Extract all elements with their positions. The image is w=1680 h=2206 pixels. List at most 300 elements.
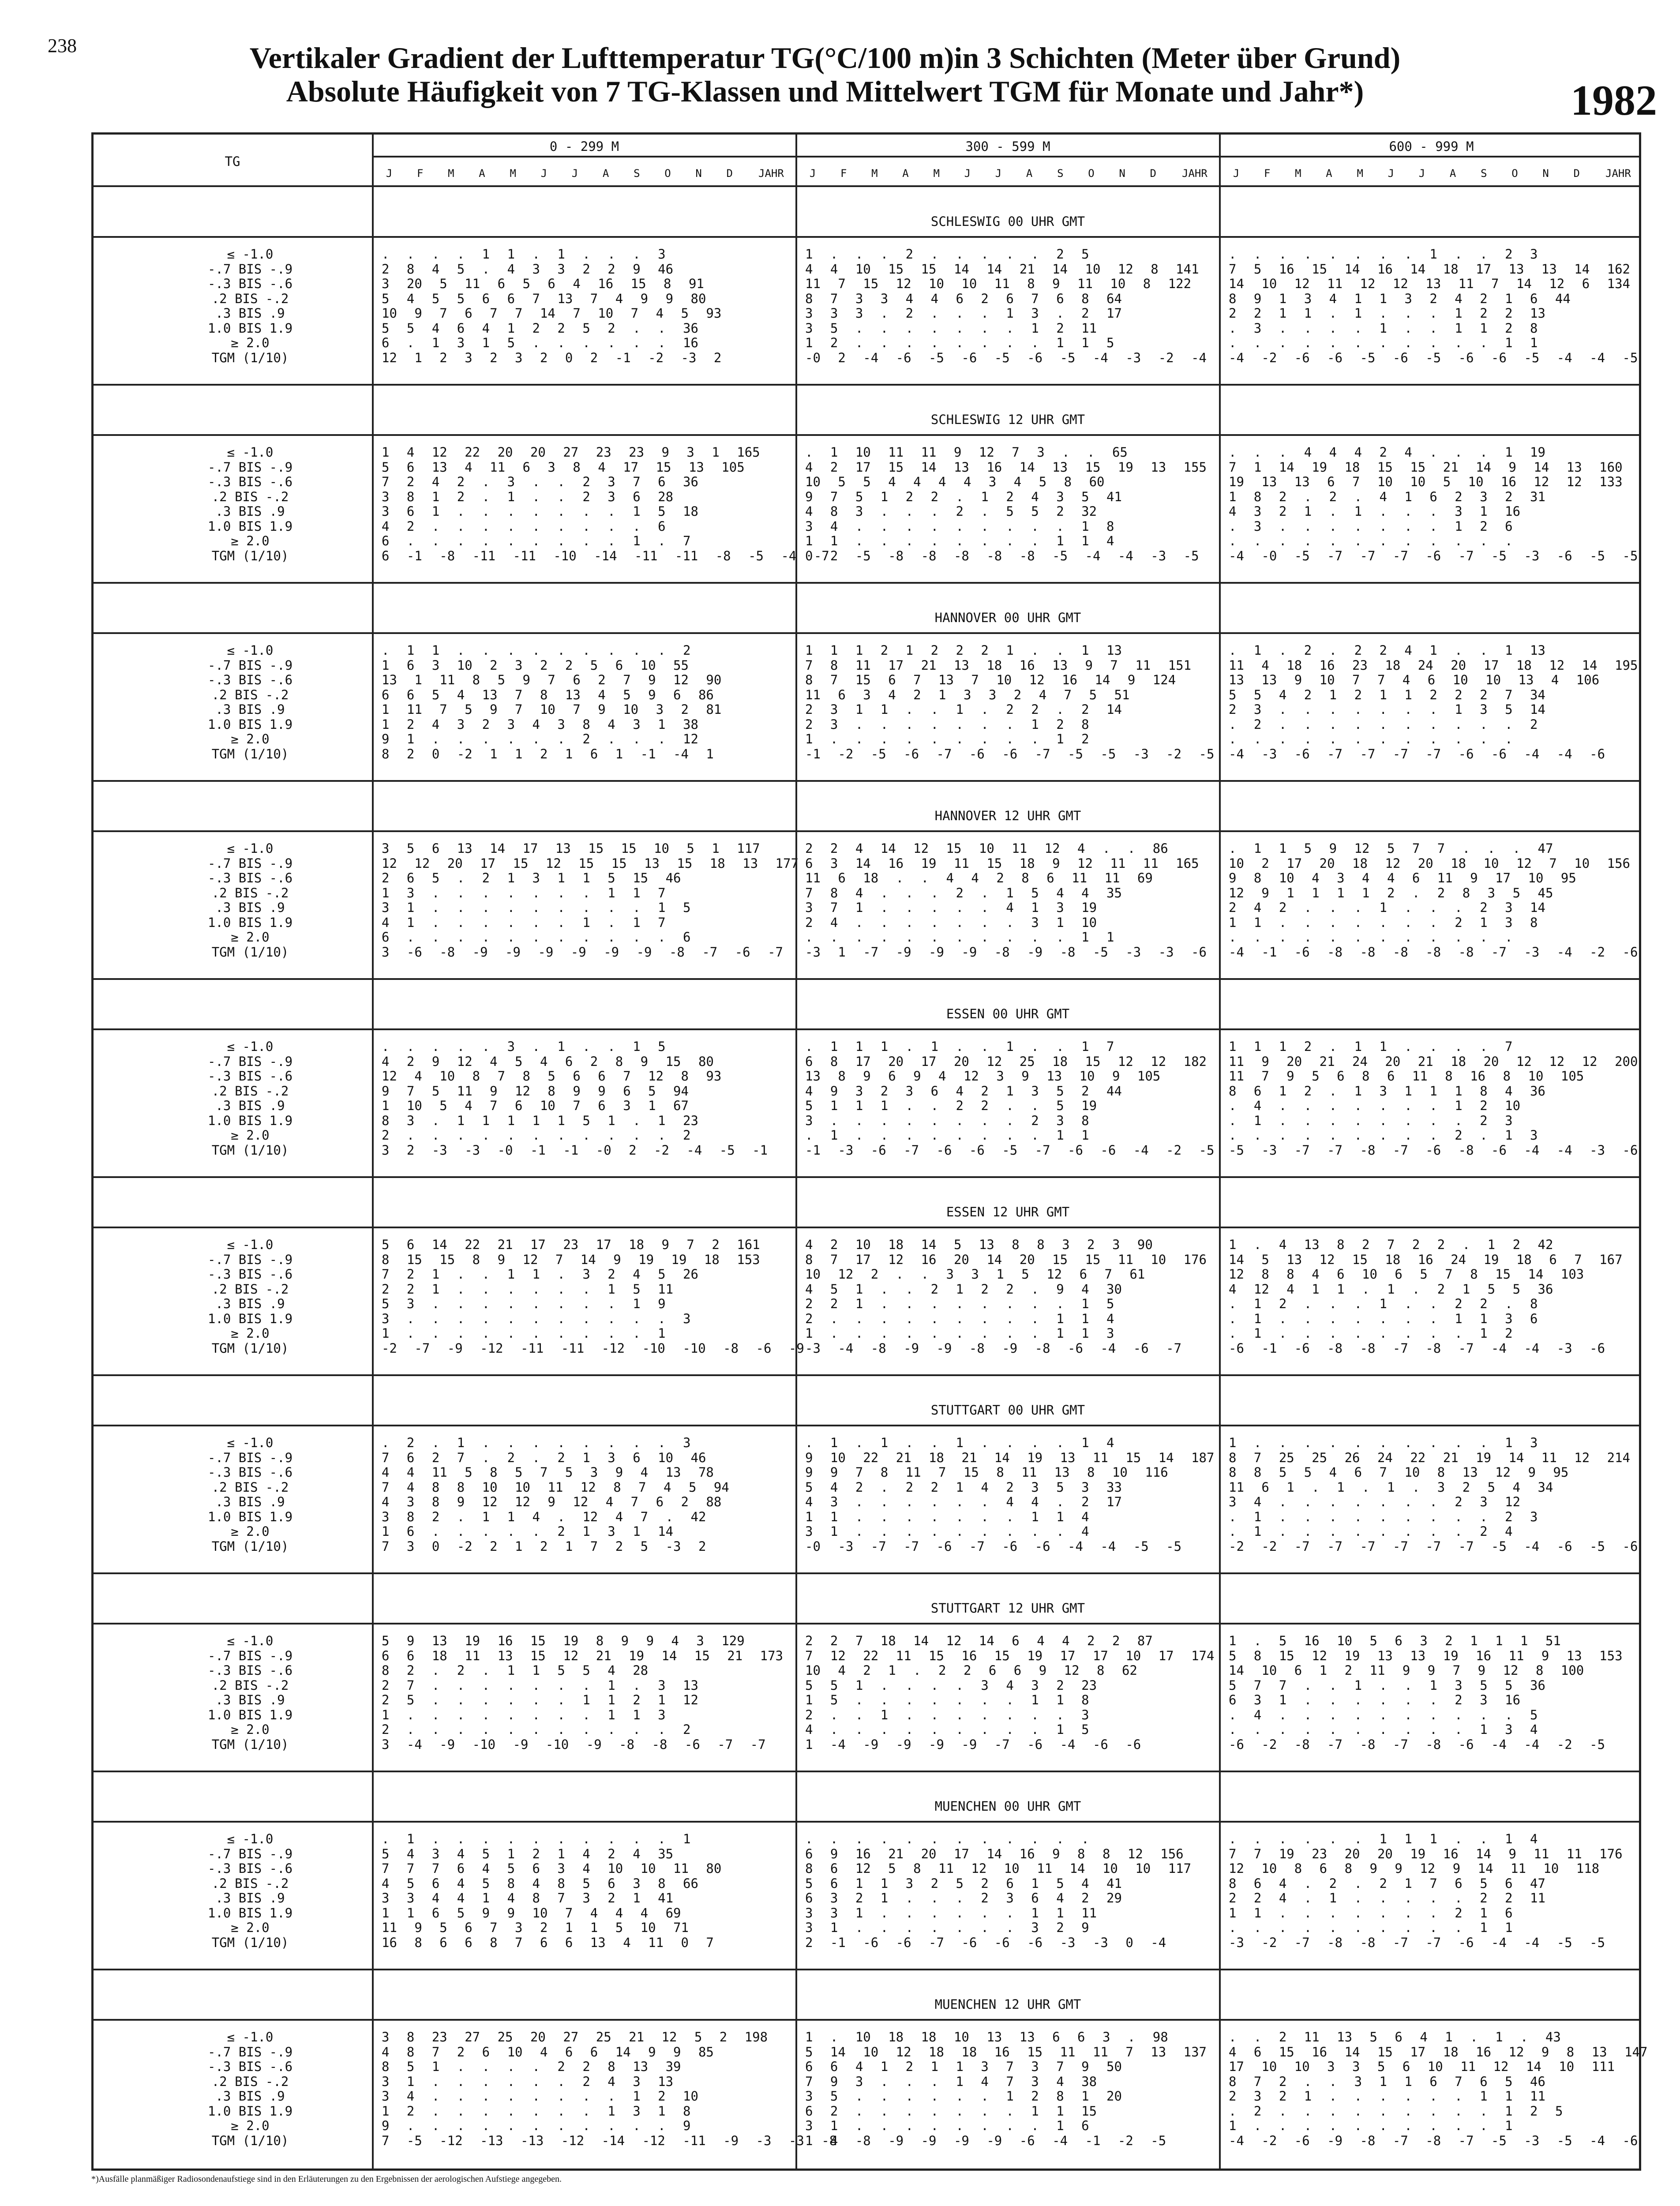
row-label: ≥ 2.0 bbox=[231, 732, 270, 747]
month-header: S bbox=[634, 167, 640, 180]
data-cells: 3 4 . . . . . . . . 1 2 10 bbox=[382, 2089, 698, 2104]
data-cells: 12 4 10 8 7 8 5 6 6 7 12 8 93 bbox=[382, 1069, 722, 1084]
station-title: SCHLESWIG 12 UHR GMT bbox=[930, 412, 1085, 427]
row-label: -.3 BIS -.6 bbox=[207, 276, 293, 291]
data-cells: 6 8 17 20 17 20 12 25 18 15 12 12 182 bbox=[805, 1054, 1207, 1069]
row-label: ≥ 2.0 bbox=[231, 1128, 270, 1143]
data-cells: 7 2 4 2 . 3 . . 2 3 7 6 36 bbox=[382, 474, 698, 489]
row-label: -.3 BIS -.6 bbox=[207, 1069, 293, 1084]
data-cells: 8 15 15 8 9 12 7 14 9 19 19 18 153 bbox=[382, 1252, 760, 1267]
data-cells: 4 5 6 4 5 8 4 8 5 6 3 8 66 bbox=[382, 1876, 698, 1891]
data-cells: . . . . . . 1 1 1 . . 1 4 bbox=[1229, 1831, 1538, 1846]
section-title-divider bbox=[94, 830, 1639, 832]
month-header: A bbox=[1449, 167, 1456, 180]
data-cells: 6 3 1 . . . . . . 2 3 16 bbox=[1229, 1692, 1521, 1707]
data-cells: 8 8 5 5 4 6 7 10 8 13 12 9 95 bbox=[1229, 1465, 1569, 1480]
data-cells: 5 4 3 4 5 1 2 1 4 2 4 35 bbox=[382, 1846, 674, 1861]
row-label: TGM (1/10) bbox=[211, 1737, 289, 1752]
row-label: -.7 BIS -.9 bbox=[207, 657, 293, 673]
data-cells: 2 7 . . . . . . . 1 . 3 13 bbox=[382, 1677, 698, 1693]
data-cells: . . . . . . . . . . . . bbox=[805, 1831, 1089, 1846]
row-label: 1.0 BIS 1.9 bbox=[207, 1509, 293, 1524]
row-label: ≥ 2.0 bbox=[231, 1326, 270, 1341]
data-cells: 3 8 2 . 1 1 4 . 12 4 7 . 42 bbox=[382, 1509, 706, 1524]
row-label: .2 BIS -.2 bbox=[211, 687, 289, 702]
data-cells: 7 7 7 6 4 5 6 3 4 10 10 11 80 bbox=[382, 1861, 722, 1876]
data-cells: 2 3 1 1 . . 1 . 2 2 . 2 14 bbox=[805, 702, 1122, 717]
month-header: JAHR bbox=[758, 167, 784, 180]
data-cells: . 2 . . . . . . . . . 1 2 5 bbox=[1229, 2103, 1563, 2119]
data-cells: 3 1 . . . . . . . 3 2 9 bbox=[805, 1920, 1089, 1935]
data-cells: . 1 2 . . . 1 . . 2 2 . 8 bbox=[1229, 1296, 1538, 1311]
row-label: ≤ -1.0 bbox=[227, 2030, 274, 2045]
station-title: HANNOVER 00 UHR GMT bbox=[934, 610, 1081, 625]
data-cells: . 2 . 1 . . . . . . . . 3 bbox=[382, 1435, 691, 1450]
data-cells: 6 3 2 1 . . . 2 3 6 4 2 29 bbox=[805, 1891, 1122, 1906]
data-cells: 12 12 20 17 15 12 15 15 13 15 18 13 177 bbox=[382, 855, 799, 871]
row-label: TGM (1/10) bbox=[211, 1142, 289, 1158]
data-cells: 1 1 . . . . . . . 2 1 3 8 bbox=[1229, 915, 1538, 930]
data-cells: 4 1 . . . . . . 1 . 1 7 bbox=[382, 915, 666, 930]
data-cells: 3 20 5 11 6 5 6 4 16 15 8 91 bbox=[382, 276, 704, 291]
row-label: 1.0 BIS 1.9 bbox=[207, 1311, 293, 1326]
data-cells: . 1 1 5 9 12 5 7 7 . . . 47 bbox=[1229, 841, 1553, 856]
section-title-divider bbox=[94, 1821, 1639, 1823]
data-cells: . . . . . . . . . . . . bbox=[1229, 732, 1513, 747]
data-cells: . 1 . . . . . . . 1 1 3 6 bbox=[1229, 1311, 1538, 1326]
data-cells: 4 8 7 2 6 10 4 6 6 14 9 9 85 bbox=[382, 2044, 714, 2060]
section-divider bbox=[94, 780, 1639, 782]
data-cells: 6 9 16 21 20 17 14 16 9 8 8 12 156 bbox=[805, 1846, 1184, 1861]
title-line-2: Absolute Häufigkeit von 7 TG-Klassen und Mittelwert TGM für Monate und Jahr*) bbox=[286, 75, 1364, 108]
row-label: -.7 BIS -.9 bbox=[207, 1054, 293, 1069]
data-cells: 3 -4 -9 -10 -9 -10 -9 -8 -8 -6 -7 -7 bbox=[382, 1737, 766, 1752]
data-cells: 4 2 . . . . . . . . . 6 bbox=[382, 518, 666, 534]
month-header: J bbox=[964, 167, 971, 180]
data-cells: 4 2 10 18 14 5 13 8 8 3 2 3 90 bbox=[805, 1237, 1153, 1252]
month-header: F bbox=[1264, 167, 1271, 180]
section-title-divider bbox=[94, 236, 1639, 238]
data-cells: -0 2 -4 -6 -5 -6 -5 -6 -5 -4 -3 -2 -4 bbox=[805, 350, 1207, 365]
row-label: TGM (1/10) bbox=[211, 944, 289, 960]
month-header: O bbox=[1511, 167, 1518, 180]
data-cells: 11 9 20 21 24 20 21 18 20 12 12 12 200 bbox=[1229, 1054, 1638, 1069]
data-cells: 11 6 18 . . 4 4 2 8 6 11 11 69 bbox=[805, 870, 1153, 885]
column-divider bbox=[795, 135, 797, 2168]
data-cells: 3 5 6 13 14 17 13 15 15 10 5 1 117 bbox=[382, 841, 760, 856]
month-header: M bbox=[1295, 167, 1301, 180]
data-cells: 9 7 5 11 9 12 8 9 9 6 5 94 bbox=[382, 1083, 689, 1099]
data-cells: 1 6 . . . . . 2 1 3 1 14 bbox=[382, 1524, 674, 1539]
data-cells: 4 3 . . . . . . 4 4 . 2 17 bbox=[805, 1494, 1122, 1509]
data-cells: 12 1 2 3 2 3 2 0 2 -1 -2 -3 2 bbox=[382, 350, 722, 365]
data-cells: -4 -1 -6 -8 -8 -8 -8 -8 -7 -3 -4 -2 -6 bbox=[1229, 944, 1638, 960]
month-header: J bbox=[1233, 167, 1240, 180]
section-title-divider bbox=[94, 2019, 1639, 2021]
row-label: -.7 BIS -.9 bbox=[207, 1450, 293, 1465]
data-cells: 7 1 14 19 18 15 15 21 14 9 14 13 160 bbox=[1229, 459, 1623, 475]
row-label: -.3 BIS -.6 bbox=[207, 1663, 293, 1678]
row-label: ≤ -1.0 bbox=[227, 1831, 274, 1846]
data-cells: 8 7 3 3 4 4 6 2 6 7 6 8 64 bbox=[805, 291, 1122, 306]
data-cells: . 1 . 2 . 2 2 4 1 . . 1 13 bbox=[1229, 643, 1545, 658]
data-cells: 1 1 6 5 9 9 10 7 4 4 4 69 bbox=[382, 1905, 681, 1921]
data-cells: -4 -2 -6 -9 -8 -7 -8 -7 -5 -3 -5 -4 -6 bbox=[1229, 2133, 1638, 2148]
data-cells: 4 9 3 2 3 6 4 2 1 3 5 2 44 bbox=[805, 1083, 1122, 1099]
data-cells: 7 5 16 15 14 16 14 18 17 13 13 14 162 bbox=[1229, 261, 1631, 277]
data-cells: 3 1 . . . . . . 2 4 3 13 bbox=[382, 2074, 674, 2089]
data-cells: 1 8 2 . 2 . 4 1 6 2 3 2 31 bbox=[1229, 489, 1545, 504]
row-label: -.3 BIS -.6 bbox=[207, 672, 293, 687]
data-cells: 1 . 5 16 10 5 6 3 2 1 1 1 51 bbox=[1229, 1633, 1561, 1648]
data-cells: . . 2 11 13 5 6 4 1 . 1 . 43 bbox=[1229, 2030, 1561, 2045]
row-label: -.7 BIS -.9 bbox=[207, 1846, 293, 1861]
data-cells: -6 -2 -8 -7 -8 -7 -8 -6 -4 -4 -2 -5 bbox=[1229, 1737, 1605, 1752]
month-header: D bbox=[726, 167, 733, 180]
data-cells: 2 -1 -6 -6 -7 -6 -6 -6 -3 -3 0 -4 bbox=[805, 1935, 1166, 1950]
month-header: F bbox=[416, 167, 424, 180]
data-cells: 3 5 . . . . . . 1 2 8 1 20 bbox=[805, 2089, 1122, 2104]
data-cells: 10 9 7 6 7 7 14 7 10 7 4 5 93 bbox=[382, 306, 722, 321]
data-cells: 8 7 25 25 26 24 22 21 19 14 11 12 214 bbox=[1229, 1450, 1631, 1465]
section-divider bbox=[94, 978, 1639, 980]
data-cells: 12 8 8 4 6 10 6 5 7 8 15 14 103 bbox=[1229, 1267, 1584, 1282]
data-cells: 16 8 6 6 8 7 6 6 13 4 11 0 7 bbox=[382, 1935, 714, 1950]
data-cells: 6 . . . . . . . . . . . 6 bbox=[382, 930, 691, 945]
data-cells: 2 . . 1 . . . . . . . 3 bbox=[805, 1707, 1089, 1722]
data-cells: 7 7 19 23 20 20 19 16 14 9 11 11 176 bbox=[1229, 1846, 1623, 1861]
data-cells: 2 4 . . . . . . . 3 1 10 bbox=[805, 915, 1097, 930]
data-cells: 8 3 . 1 1 1 1 1 5 1 . 1 23 bbox=[382, 1113, 698, 1128]
data-cells: 1 . . . . . . . . . . 1 bbox=[1229, 2118, 1513, 2133]
data-cells: 13 13 9 10 7 7 4 6 10 10 13 4 106 bbox=[1229, 672, 1600, 687]
data-cells: 9 8 10 4 3 4 4 6 11 9 17 10 95 bbox=[1229, 870, 1576, 885]
data-cells: 10 2 17 20 18 12 20 18 10 12 7 10 156 bbox=[1229, 855, 1631, 871]
row-label: ≥ 2.0 bbox=[231, 1722, 270, 1737]
row-label: .2 BIS -.2 bbox=[211, 1281, 289, 1297]
data-cells: 5 4 2 . 2 2 1 4 2 3 5 3 33 bbox=[805, 1479, 1122, 1495]
year-label: 1982 bbox=[1571, 77, 1657, 124]
data-cells: 7 12 22 11 15 16 15 19 17 17 10 17 174 bbox=[805, 1648, 1215, 1663]
data-cells: 2 2 1 . . . . . . 1 5 11 bbox=[382, 1281, 674, 1297]
row-label: TGM (1/10) bbox=[211, 548, 289, 563]
page-number: 238 bbox=[48, 35, 77, 56]
data-cells: -4 -2 -6 -6 -5 -6 -5 -6 -6 -5 -4 -4 -5 bbox=[1229, 350, 1638, 365]
data-cells: 1 . . . . . . . . . 1 1 3 bbox=[805, 1326, 1114, 1341]
station-title: STUTTGART 12 UHR GMT bbox=[930, 1601, 1085, 1616]
data-cells: 1 11 7 5 9 7 10 7 9 10 3 2 81 bbox=[382, 702, 722, 717]
data-cells: 8 6 1 2 . 1 3 1 1 1 8 4 36 bbox=[1229, 1083, 1545, 1099]
data-cells: 1 . 4 13 8 2 7 2 2 . 1 2 42 bbox=[1229, 1237, 1553, 1252]
data-cells: 4 8 3 . . . 2 . 5 5 2 32 bbox=[805, 504, 1097, 519]
month-header: A bbox=[1026, 167, 1033, 180]
row-label: ≤ -1.0 bbox=[227, 1039, 274, 1054]
row-label: TGM (1/10) bbox=[211, 2133, 289, 2148]
data-cells: . 1 . . . . . . . . . . 1 bbox=[382, 1831, 691, 1846]
data-cells: . . . . . . . . . 2 . 1 3 bbox=[1229, 1128, 1538, 1143]
month-header: J bbox=[540, 167, 548, 180]
section-divider bbox=[94, 1176, 1639, 1178]
data-cells: 1 2 4 3 2 3 4 3 8 4 3 1 38 bbox=[382, 717, 698, 732]
row-label: -.7 BIS -.9 bbox=[207, 1648, 293, 1663]
data-cells: . 1 10 11 11 9 12 7 3 . . 65 bbox=[805, 445, 1128, 460]
data-cells: 4 4 11 5 8 5 7 5 3 9 4 13 78 bbox=[382, 1465, 714, 1480]
data-cells: 19 13 13 6 7 10 10 5 10 16 12 12 133 bbox=[1229, 474, 1623, 489]
data-cells: 4 2 9 12 4 5 4 6 2 8 9 15 80 bbox=[382, 1054, 714, 1069]
data-cells: 2 2 1 . . . . . . . . 1 5 bbox=[805, 1296, 1114, 1311]
data-cells: . 1 1 . . . . . . . . . 2 bbox=[382, 643, 691, 658]
column-divider bbox=[1219, 135, 1221, 2168]
month-header: M bbox=[871, 167, 878, 180]
data-cells: -2 -2 -7 -7 -7 -7 -7 -7 -5 -4 -6 -5 -6 bbox=[1229, 1538, 1638, 1554]
row-label: .2 BIS -.2 bbox=[211, 1083, 289, 1099]
gradient-table bbox=[91, 132, 1648, 2171]
row-label: ≤ -1.0 bbox=[227, 643, 274, 658]
row-label: -.7 BIS -.9 bbox=[207, 261, 293, 277]
row-label: 1.0 BIS 1.9 bbox=[207, 2103, 293, 2119]
data-cells: 5 5 4 2 1 2 1 1 2 2 2 7 34 bbox=[1229, 687, 1545, 702]
data-cells: 5 8 15 12 19 13 13 19 16 11 9 13 153 bbox=[1229, 1648, 1623, 1663]
data-cells: 7 2 1 . . 1 1 . 3 2 4 5 26 bbox=[382, 1267, 698, 1282]
data-cells: 5 5 4 6 4 1 2 2 5 2 . . 36 bbox=[382, 320, 698, 336]
section-divider bbox=[94, 582, 1639, 584]
data-cells: 7 8 11 17 21 13 18 16 13 9 7 11 151 bbox=[805, 657, 1192, 673]
month-header: J bbox=[571, 167, 578, 180]
station-title: MUENCHEN 12 UHR GMT bbox=[934, 1997, 1081, 2012]
data-cells: 4 4 10 15 15 14 14 21 14 10 12 8 141 bbox=[805, 261, 1199, 277]
row-label: 1.0 BIS 1.9 bbox=[207, 717, 293, 732]
data-cells: 8 7 2 . . 3 1 1 6 7 6 5 46 bbox=[1229, 2074, 1545, 2089]
layer-header-3: 600 - 999 M bbox=[1389, 139, 1474, 154]
data-cells: 1 1 . . . . . . . 2 1 6 bbox=[1229, 1905, 1513, 1921]
row-label: ≥ 2.0 bbox=[231, 533, 270, 548]
data-cells: 1 6 3 10 2 3 2 2 5 6 10 55 bbox=[382, 657, 689, 673]
data-cells: 10 4 2 1 . 2 2 6 6 9 12 8 62 bbox=[805, 1663, 1137, 1678]
section-title-divider bbox=[94, 434, 1639, 436]
data-cells: 6 . . . . . . . . . 1 . 7 bbox=[382, 533, 691, 548]
data-cells: 2 . . . . . . . . . . . 2 bbox=[382, 1722, 691, 1737]
data-cells: -4 -0 -5 -7 -7 -7 -6 -7 -5 -3 -6 -5 -5 bbox=[1229, 548, 1638, 563]
data-cells: 9 . . . . . . . . . . . 9 bbox=[382, 2118, 691, 2133]
data-cells: 6 -1 -8 -11 -11 -10 -14 -11 -11 -8 -5 -4 -7 bbox=[382, 548, 829, 563]
data-cells: 3 4 . . . . . . . . . 1 8 bbox=[805, 518, 1114, 534]
row-label: TGM (1/10) bbox=[211, 746, 289, 762]
row-label: TGM (1/10) bbox=[211, 1538, 289, 1554]
station-title: SCHLESWIG 00 UHR GMT bbox=[930, 214, 1085, 229]
data-cells: 5 6 1 1 3 2 5 2 6 1 5 4 41 bbox=[805, 1876, 1122, 1891]
row-label: 1.0 BIS 1.9 bbox=[207, 518, 293, 534]
data-cells: 3 -6 -8 -9 -9 -9 -9 -9 -9 -8 -7 -6 -7 bbox=[382, 944, 784, 960]
data-cells: 6 6 18 11 13 15 12 21 19 14 15 21 173 bbox=[382, 1648, 784, 1663]
data-cells: 14 5 13 12 15 18 16 24 19 18 6 7 167 bbox=[1229, 1252, 1623, 1267]
row-label: ≤ -1.0 bbox=[227, 445, 274, 460]
data-cells: 5 9 13 19 16 15 19 8 9 9 4 3 129 bbox=[382, 1633, 745, 1648]
data-cells: 8 9 1 3 4 1 1 3 2 4 2 1 6 44 bbox=[1229, 291, 1571, 306]
data-cells: 5 6 13 4 11 6 3 8 4 17 15 13 105 bbox=[382, 459, 745, 475]
data-cells: 8 7 15 6 7 13 7 10 12 16 14 9 124 bbox=[805, 672, 1176, 687]
month-header: J bbox=[1418, 167, 1425, 180]
data-cells: 11 4 18 16 23 18 24 20 17 18 12 14 195 bbox=[1229, 657, 1638, 673]
row-label: .3 BIS .9 bbox=[215, 504, 285, 519]
data-cells: 13 1 11 8 5 9 7 6 2 7 9 12 90 bbox=[382, 672, 722, 687]
data-cells: 11 6 3 4 2 1 3 3 2 4 7 5 51 bbox=[805, 687, 1130, 702]
data-cells: 4 2 17 15 14 13 16 14 13 15 19 13 155 bbox=[805, 459, 1207, 475]
data-cells: 3 . . . . . . . . . . . 3 bbox=[382, 1311, 691, 1326]
row-label: 1.0 BIS 1.9 bbox=[207, 320, 293, 336]
row-label: .2 BIS -.2 bbox=[211, 1876, 289, 1891]
data-cells: 11 9 5 6 7 3 2 1 1 5 10 71 bbox=[382, 1920, 689, 1935]
row-label: .2 BIS -.2 bbox=[211, 1677, 289, 1693]
month-header: J bbox=[1388, 167, 1395, 180]
month-header: A bbox=[602, 167, 609, 180]
data-cells: 5 14 10 12 18 18 16 15 11 11 7 13 137 bbox=[805, 2044, 1207, 2060]
data-cells: 7 8 4 . . . 2 . 1 5 4 4 35 bbox=[805, 885, 1122, 900]
month-header: M bbox=[933, 167, 940, 180]
month-header: S bbox=[1057, 167, 1064, 180]
data-cells: . 1 . . . . . . . . 1 2 bbox=[1229, 1326, 1513, 1341]
data-cells: 11 7 15 12 10 10 11 8 9 11 10 8 122 bbox=[805, 276, 1192, 291]
data-cells: 7 9 3 . . . 1 4 7 3 4 38 bbox=[805, 2074, 1097, 2089]
data-cells: . 4 . . . . . . . . . . 5 bbox=[1229, 1707, 1538, 1722]
data-cells: -1 -3 -6 -7 -6 -6 -5 -7 -6 -6 -4 -2 -5 bbox=[805, 1142, 1215, 1158]
data-cells: 1 2 . . . . . . . 1 3 1 8 bbox=[382, 2103, 691, 2119]
data-cells: 8 2 . 2 . 1 1 5 5 4 28 bbox=[382, 1663, 649, 1678]
data-cells: 3 8 1 2 . 1 . . 2 3 6 28 bbox=[382, 489, 674, 504]
data-cells: 5 7 7 . . 1 . . 1 3 5 5 36 bbox=[1229, 1677, 1545, 1693]
row-label: TGM (1/10) bbox=[211, 350, 289, 365]
month-header: O bbox=[664, 167, 671, 180]
row-label: -.3 BIS -.6 bbox=[207, 2059, 293, 2074]
row-label: -.3 BIS -.6 bbox=[207, 474, 293, 489]
data-cells: 7 6 2 7 . 2 . 2 1 3 6 10 46 bbox=[382, 1450, 706, 1465]
row-label: -.7 BIS -.9 bbox=[207, 1252, 293, 1267]
row-label: -.3 BIS -.6 bbox=[207, 1465, 293, 1480]
data-cells: 2 2 4 . 1 . . . . . 2 2 11 bbox=[1229, 1891, 1545, 1906]
data-cells: 2 3 . . . . . . . 1 2 8 bbox=[805, 717, 1089, 732]
row-label: -.7 BIS -.9 bbox=[207, 459, 293, 475]
data-cells: 8 5 1 . . . . 2 2 8 13 39 bbox=[382, 2059, 681, 2074]
data-cells: 5 4 5 5 6 6 7 13 7 4 9 9 80 bbox=[382, 291, 706, 306]
month-header: N bbox=[695, 167, 702, 180]
section-divider bbox=[94, 1771, 1639, 1772]
data-cells: 2 3 2 1 . . . . . . 1 1 11 bbox=[1229, 2089, 1545, 2104]
data-cells: . . . . . . . . . . . 1 1 bbox=[1229, 335, 1538, 350]
row-label: ≤ -1.0 bbox=[227, 841, 274, 856]
data-cells: -0 -3 -7 -7 -6 -7 -6 -6 -4 -4 -5 -5 bbox=[805, 1538, 1182, 1554]
data-cells: 4 5 1 . . 2 1 2 2 . 9 4 30 bbox=[805, 1281, 1122, 1297]
data-cells: 3 1 . . . . . . . . . 1 5 bbox=[382, 900, 691, 915]
data-cells: . . . . . . . . . . . . bbox=[1229, 930, 1513, 945]
row-label: 1.0 BIS 1.9 bbox=[207, 1113, 293, 1128]
data-cells: 7 -5 -12 -13 -13 -12 -14 -12 -11 -9 -3 -3 -8 bbox=[382, 2133, 837, 2148]
data-cells: 8 6 12 5 8 11 12 10 11 14 10 10 117 bbox=[805, 1861, 1192, 1876]
data-cells: 13 8 9 6 9 4 12 3 9 13 10 9 105 bbox=[805, 1069, 1161, 1084]
data-cells: 1 1 1 2 1 2 2 2 1 . . 1 13 bbox=[805, 643, 1122, 658]
station-title: ESSEN 12 UHR GMT bbox=[946, 1204, 1070, 1219]
section-divider bbox=[94, 384, 1639, 386]
row-label: -.7 BIS -.9 bbox=[207, 2044, 293, 2060]
row-label: .3 BIS .9 bbox=[215, 1098, 285, 1113]
row-label: .2 BIS -.2 bbox=[211, 885, 289, 900]
data-cells: . 1 . 1 . . 1 . . . . 1 4 bbox=[805, 1435, 1114, 1450]
data-cells: 4 12 4 1 1 . 1 . 2 1 5 5 36 bbox=[1229, 1281, 1553, 1297]
month-header: M bbox=[448, 167, 454, 180]
row-label: ≥ 2.0 bbox=[231, 930, 270, 945]
data-cells: 2 3 . . . . . . . 1 3 5 14 bbox=[1229, 702, 1545, 717]
data-cells: 17 10 10 3 3 5 6 10 11 12 14 10 111 bbox=[1229, 2059, 1615, 2074]
data-cells: 3 4 . . . . . . . 2 3 12 bbox=[1229, 1494, 1521, 1509]
data-cells: 11 6 1 . 1 . 1 . 3 2 5 4 34 bbox=[1229, 1479, 1553, 1495]
month-header: A bbox=[479, 167, 485, 180]
data-cells: 0 2 -5 -8 -8 -8 -8 -8 -5 -4 -4 -3 -5 bbox=[805, 548, 1199, 563]
data-cells: 1 . . . . . . . . . 1 2 bbox=[805, 732, 1089, 747]
row-label: 1.0 BIS 1.9 bbox=[207, 1905, 293, 1921]
data-cells: 1 2 . . . . . . . . 1 1 5 bbox=[805, 335, 1114, 350]
layer-divider bbox=[374, 156, 1639, 158]
month-header: S bbox=[1481, 167, 1487, 180]
month-header: J bbox=[995, 167, 1002, 180]
section-divider bbox=[94, 1374, 1639, 1376]
row-label: .3 BIS .9 bbox=[215, 900, 285, 915]
data-cells: -6 -1 -6 -8 -8 -7 -8 -7 -4 -4 -3 -6 bbox=[1229, 1340, 1605, 1356]
station-title: ESSEN 00 UHR GMT bbox=[946, 1006, 1070, 1021]
data-cells: 2 8 4 5 . 4 3 3 2 2 9 46 bbox=[382, 261, 674, 277]
data-cells: 12 10 8 6 8 9 9 12 9 14 11 10 118 bbox=[1229, 1861, 1600, 1876]
data-cells: . . . 4 4 4 2 4 . . . 1 19 bbox=[1229, 445, 1545, 460]
row-label: TGM (1/10) bbox=[211, 1935, 289, 1950]
section-title-divider bbox=[94, 1623, 1639, 1624]
data-cells: 14 10 12 11 12 12 13 11 7 14 12 6 134 bbox=[1229, 276, 1631, 291]
data-cells: 1 10 5 4 7 6 10 7 6 3 1 67 bbox=[382, 1098, 689, 1113]
data-cells: . 1 1 1 . 1 . . 1 . . 1 7 bbox=[805, 1039, 1114, 1054]
data-cells: 1 . . . . . . . . . . 1 3 bbox=[1229, 1435, 1538, 1450]
data-cells: 10 12 2 . . 3 3 1 5 12 6 7 61 bbox=[805, 1267, 1145, 1282]
data-cells: 9 9 7 8 11 7 15 8 11 13 8 10 116 bbox=[805, 1465, 1168, 1480]
data-cells: -3 1 -7 -9 -9 -9 -8 -9 -8 -5 -3 -3 -6 bbox=[805, 944, 1207, 960]
data-cells: . . . . . . . . . . 1 1 bbox=[1229, 1920, 1513, 1935]
row-label: .2 BIS -.2 bbox=[211, 1479, 289, 1495]
row-label: .2 BIS -.2 bbox=[211, 291, 289, 306]
data-cells: . . . . 1 1 . 1 . . . 3 bbox=[382, 247, 666, 262]
data-cells: 14 10 6 1 2 11 9 9 7 9 12 8 100 bbox=[1229, 1663, 1584, 1678]
data-cells: 3 2 -3 -3 -0 -1 -1 -0 2 -2 -4 -5 -1 bbox=[382, 1142, 768, 1158]
row-label: -.7 BIS -.9 bbox=[207, 855, 293, 871]
month-header: J bbox=[386, 167, 393, 180]
data-cells: 4 3 2 1 . 1 . . . 3 1 16 bbox=[1229, 504, 1521, 519]
row-label: ≥ 2.0 bbox=[231, 2118, 270, 2133]
data-cells: -2 -7 -9 -12 -11 -11 -12 -10 -10 -8 -6 -9 bbox=[382, 1340, 804, 1356]
data-cells: 3 1 . . . . . . . . . 4 bbox=[805, 1524, 1089, 1539]
data-cells: 8 6 4 . 2 . 2 1 7 6 5 6 47 bbox=[1229, 1876, 1545, 1891]
data-cells: 11 7 9 5 6 8 6 11 8 16 8 10 105 bbox=[1229, 1069, 1584, 1084]
data-cells: 3 . . . . . . . . 2 3 8 bbox=[805, 1113, 1089, 1128]
data-cells: . 3 . . . . . . . 1 2 6 bbox=[1229, 518, 1513, 534]
month-header: JAHR bbox=[1605, 167, 1631, 180]
data-cells: . 1 . . . . . . . . . 2 3 bbox=[1229, 1509, 1538, 1524]
data-cells: 3 6 1 . . . . . . . 1 5 18 bbox=[382, 504, 698, 519]
row-label: -.3 BIS -.6 bbox=[207, 870, 293, 885]
data-cells: . . . . . . . . . . . . bbox=[1229, 533, 1513, 548]
month-header: D bbox=[1150, 167, 1156, 180]
section-divider bbox=[94, 1969, 1639, 1970]
data-cells: 1 5 . . . . . . . 1 1 8 bbox=[805, 1692, 1089, 1707]
month-header: JAHR bbox=[1182, 167, 1208, 180]
data-cells: 7 4 8 8 10 10 11 12 8 7 4 5 94 bbox=[382, 1479, 729, 1495]
row-label: ≤ -1.0 bbox=[227, 1633, 274, 1648]
data-cells: . . . . . . . . . . 1 3 4 bbox=[1229, 1722, 1538, 1737]
data-cells: -5 -3 -7 -7 -8 -7 -6 -8 -6 -4 -4 -3 -6 bbox=[1229, 1142, 1638, 1158]
data-cells: 6 6 4 1 2 1 1 3 7 3 7 9 50 bbox=[805, 2059, 1122, 2074]
